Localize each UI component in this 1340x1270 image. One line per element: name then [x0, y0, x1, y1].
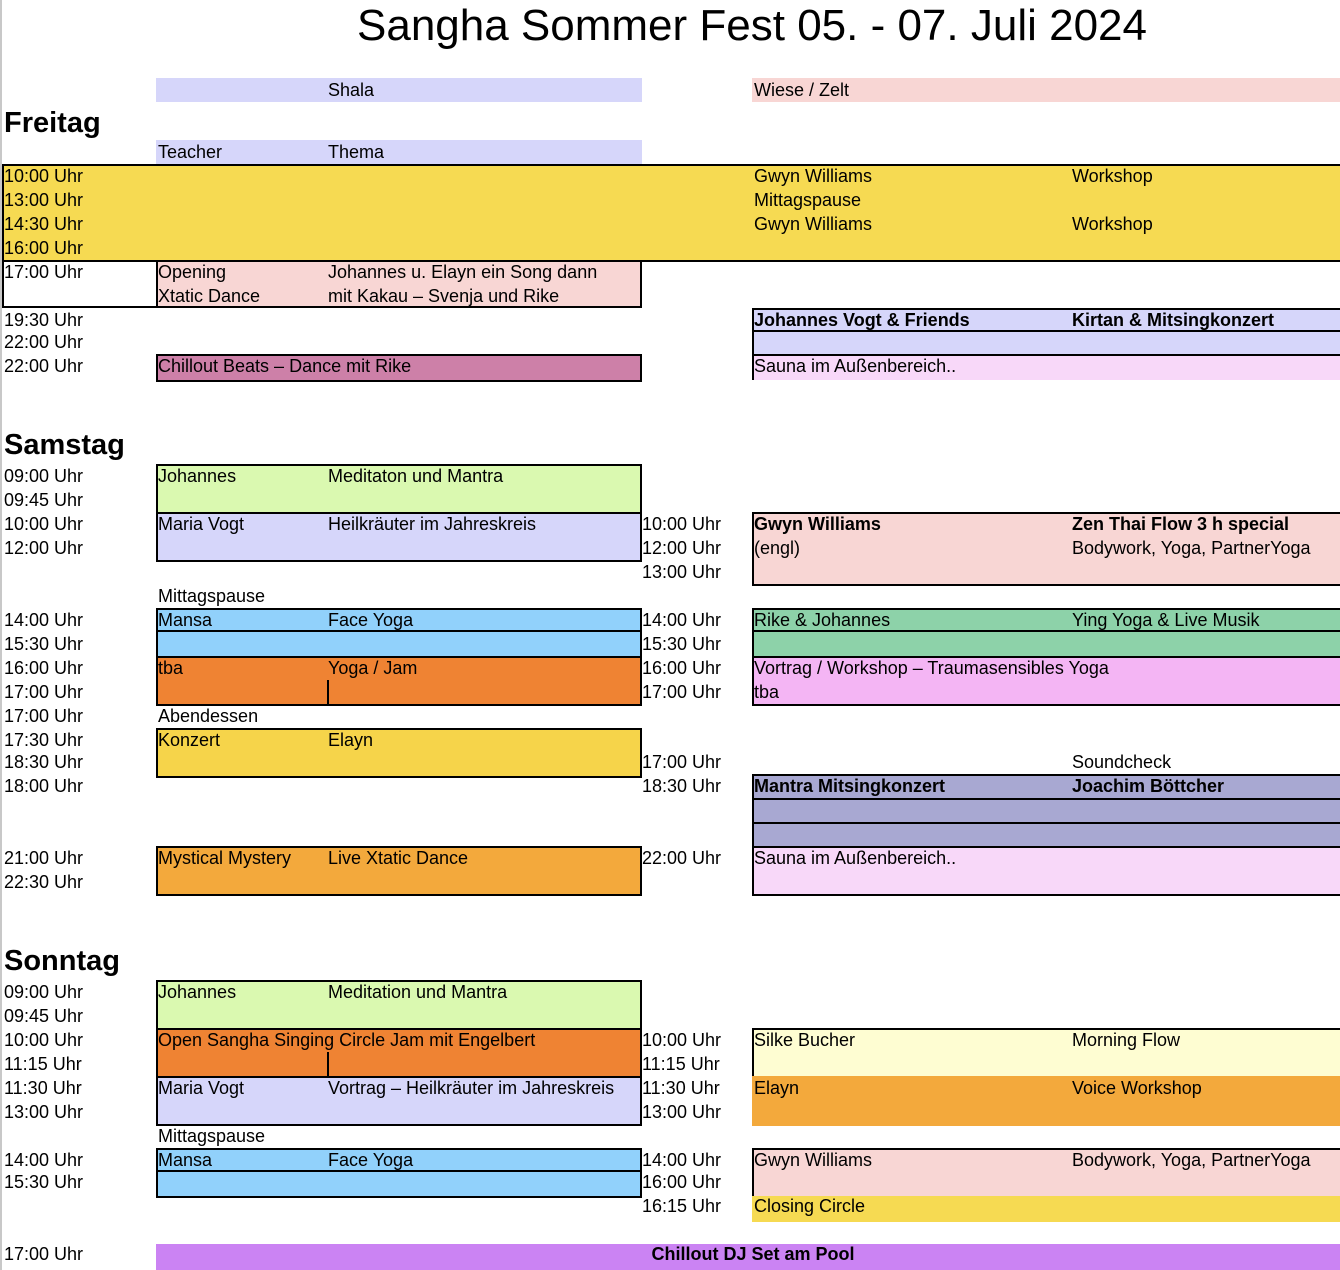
- konzert-block: [156, 728, 642, 778]
- time-label: 09:45 Uhr: [4, 490, 84, 510]
- venue-shala: Shala: [328, 80, 375, 100]
- event-teacher: Gwyn Williams: [754, 214, 873, 234]
- row-divider: [2, 306, 158, 308]
- time-label: 16:00 Uhr: [642, 658, 722, 678]
- time-label: 13:00 Uhr: [4, 190, 84, 210]
- time-label: 11:15 Uhr: [4, 1054, 82, 1074]
- event-topic: Meditation und Mantra: [328, 982, 508, 1002]
- time-label: 17:00 Uhr: [642, 682, 722, 702]
- event-title: Closing Circle: [754, 1196, 866, 1216]
- time-label: 11:30 Uhr: [642, 1078, 720, 1098]
- time-label: 21:00 Uhr: [4, 848, 84, 868]
- event-title: Sauna im Außenbereich..: [754, 848, 957, 868]
- break-label: Abendessen: [158, 706, 259, 726]
- event-topic: Elayn: [328, 730, 374, 750]
- header-thema: Thema: [328, 142, 385, 162]
- event-teacher: Mystical Mystery: [158, 848, 292, 868]
- header-teacher: Teacher: [158, 142, 223, 162]
- time-label: 14:00 Uhr: [642, 610, 722, 630]
- time-label: 22:00 Uhr: [4, 332, 84, 352]
- time-label: 17:00 Uhr: [4, 706, 84, 726]
- time-label: 18:30 Uhr: [4, 752, 84, 772]
- event-teacher: Maria Vogt: [158, 514, 245, 534]
- time-label: 12:00 Uhr: [4, 538, 84, 558]
- event-teacher: Silke Bucher: [754, 1030, 856, 1050]
- day-samstag: Samstag: [4, 429, 125, 461]
- event-title: Chillout DJ Set am Pool: [651, 1244, 855, 1264]
- event-topic: Meditaton und Mantra: [328, 466, 504, 486]
- time-label: 13:00 Uhr: [4, 1102, 84, 1122]
- column-header-bar: [156, 140, 642, 164]
- time-label: 09:00 Uhr: [4, 982, 84, 1002]
- event-topic: Johannes u. Elayn ein Song dann: [328, 262, 598, 282]
- time-label: 17:00 Uhr: [4, 262, 84, 282]
- time-label: 09:00 Uhr: [4, 466, 84, 486]
- event-topic: Zen Thai Flow 3 h special: [1072, 514, 1290, 534]
- event-teacher: Mansa: [158, 1150, 213, 1170]
- cell-divider: [327, 1052, 329, 1076]
- event-topic: Heilkräuter im Jahreskreis: [328, 514, 537, 534]
- time-label: 15:30 Uhr: [4, 634, 84, 654]
- time-label: 15:30 Uhr: [642, 634, 722, 654]
- time-label: 17:00 Uhr: [4, 1244, 84, 1264]
- time-label: 13:00 Uhr: [642, 1102, 722, 1122]
- time-label: 10:00 Uhr: [4, 514, 84, 534]
- cell-divider: [327, 680, 329, 704]
- event-teacher: Johannes: [158, 466, 237, 486]
- event-topic: Workshop: [1072, 166, 1153, 186]
- time-label: 22:00 Uhr: [642, 848, 722, 868]
- break-label: Mittagspause: [158, 586, 266, 606]
- event-title: Vortrag / Workshop – Traumasensibles Yoga: [754, 658, 1109, 678]
- event-topic: Workshop: [1072, 214, 1153, 234]
- time-label: 13:00 Uhr: [642, 562, 722, 582]
- row-divider: [752, 822, 1340, 824]
- event-teacher: Gwyn Williams: [754, 514, 881, 534]
- break-label: Mittagspause: [754, 190, 862, 210]
- time-label: 11:30 Uhr: [4, 1078, 82, 1098]
- event-topic: mit Kakau – Svenja und Rike: [328, 286, 560, 306]
- event-topic: Face Yoga: [328, 1150, 414, 1170]
- event-title: Chillout Beats – Dance mit Rike: [158, 356, 412, 376]
- time-label: 22:00 Uhr: [4, 356, 84, 376]
- shala-header: [156, 78, 642, 102]
- time-label: 14:00 Uhr: [4, 610, 84, 630]
- time-label: 09:45 Uhr: [4, 1006, 84, 1026]
- row-divider: [752, 798, 1340, 800]
- time-label: 22:30 Uhr: [4, 872, 84, 892]
- event-topic: Live Xtatic Dance: [328, 848, 469, 868]
- event-topic: Kirtan & Mitsingkonzert: [1072, 310, 1275, 330]
- voice-workshop-block: [752, 1076, 1340, 1126]
- time-label: 16:00 Uhr: [4, 238, 84, 258]
- event-topic: Yoga / Jam: [328, 658, 418, 678]
- event-title: Sauna im Außenbereich..: [754, 356, 957, 376]
- page-title: Sangha Sommer Fest 05. - 07. Juli 2024: [357, 1, 1147, 50]
- event-topic: Bodywork, Yoga, PartnerYoga: [1072, 538, 1311, 558]
- time-label: 10:00 Uhr: [642, 514, 722, 534]
- time-label: 16:15 Uhr: [642, 1196, 722, 1216]
- event-topic: Vortrag – Heilkräuter im Jahreskreis: [328, 1078, 615, 1098]
- time-label: 14:30 Uhr: [4, 214, 84, 234]
- time-label: 11:15 Uhr: [642, 1054, 720, 1074]
- time-label: 17:00 Uhr: [4, 682, 84, 702]
- time-label: 16:00 Uhr: [642, 1172, 722, 1192]
- event-teacher: Elayn: [754, 1078, 800, 1098]
- time-label: 18:00 Uhr: [4, 776, 84, 796]
- event-teacher: Konzert: [158, 730, 221, 750]
- row-divider: [2, 262, 4, 308]
- time-label: 16:00 Uhr: [4, 658, 84, 678]
- event-teacher: Mansa: [158, 610, 213, 630]
- event-topic: Voice Workshop: [1072, 1078, 1202, 1098]
- event-teacher: Xtatic Dance: [158, 286, 261, 306]
- event-teacher: tba: [158, 658, 184, 678]
- time-label: 10:00 Uhr: [4, 166, 84, 186]
- time-label: 18:30 Uhr: [642, 776, 722, 796]
- event-teacher-note: (engl): [754, 538, 801, 558]
- event-title: Open Sangha Singing Circle Jam mit Engelbert: [158, 1030, 536, 1050]
- event-topic: Ying Yoga & Live Musik: [1072, 610, 1260, 630]
- time-label: 15:30 Uhr: [4, 1172, 84, 1192]
- time-label: 12:00 Uhr: [642, 538, 722, 558]
- event-topic: Face Yoga: [328, 610, 414, 630]
- event-teacher: Johannes: [158, 982, 237, 1002]
- event-teacher: Rike & Johannes: [754, 610, 891, 630]
- time-label: 17:30 Uhr: [4, 730, 84, 750]
- time-label: 14:00 Uhr: [4, 1150, 84, 1170]
- day-sonntag: Sonntag: [4, 945, 120, 977]
- event-teacher: Opening: [158, 262, 227, 282]
- time-label: 17:00 Uhr: [642, 752, 722, 772]
- event-teacher: Gwyn Williams: [754, 166, 873, 186]
- event-topic: Morning Flow: [1072, 1030, 1181, 1050]
- break-label: Mittagspause: [158, 1126, 266, 1146]
- venue-wiese: Wiese / Zelt: [754, 80, 850, 100]
- event-teacher: Johannes Vogt & Friends: [754, 310, 970, 330]
- time-label: 10:00 Uhr: [4, 1030, 84, 1050]
- day-freitag: Freitag: [4, 107, 101, 139]
- event-teacher: Gwyn Williams: [754, 1150, 873, 1170]
- event-teacher: tba: [754, 682, 780, 702]
- time-label: 14:00 Uhr: [642, 1150, 722, 1170]
- event-teacher: Joachim Böttcher: [1072, 776, 1225, 796]
- time-label: 10:00 Uhr: [642, 1030, 722, 1050]
- time-label: 19:30 Uhr: [4, 310, 84, 330]
- event-note: Soundcheck: [1072, 752, 1172, 772]
- event-title: Mantra Mitsingkonzert: [754, 776, 946, 796]
- event-topic: Bodywork, Yoga, PartnerYoga: [1072, 1150, 1311, 1170]
- event-teacher: Maria Vogt: [158, 1078, 245, 1098]
